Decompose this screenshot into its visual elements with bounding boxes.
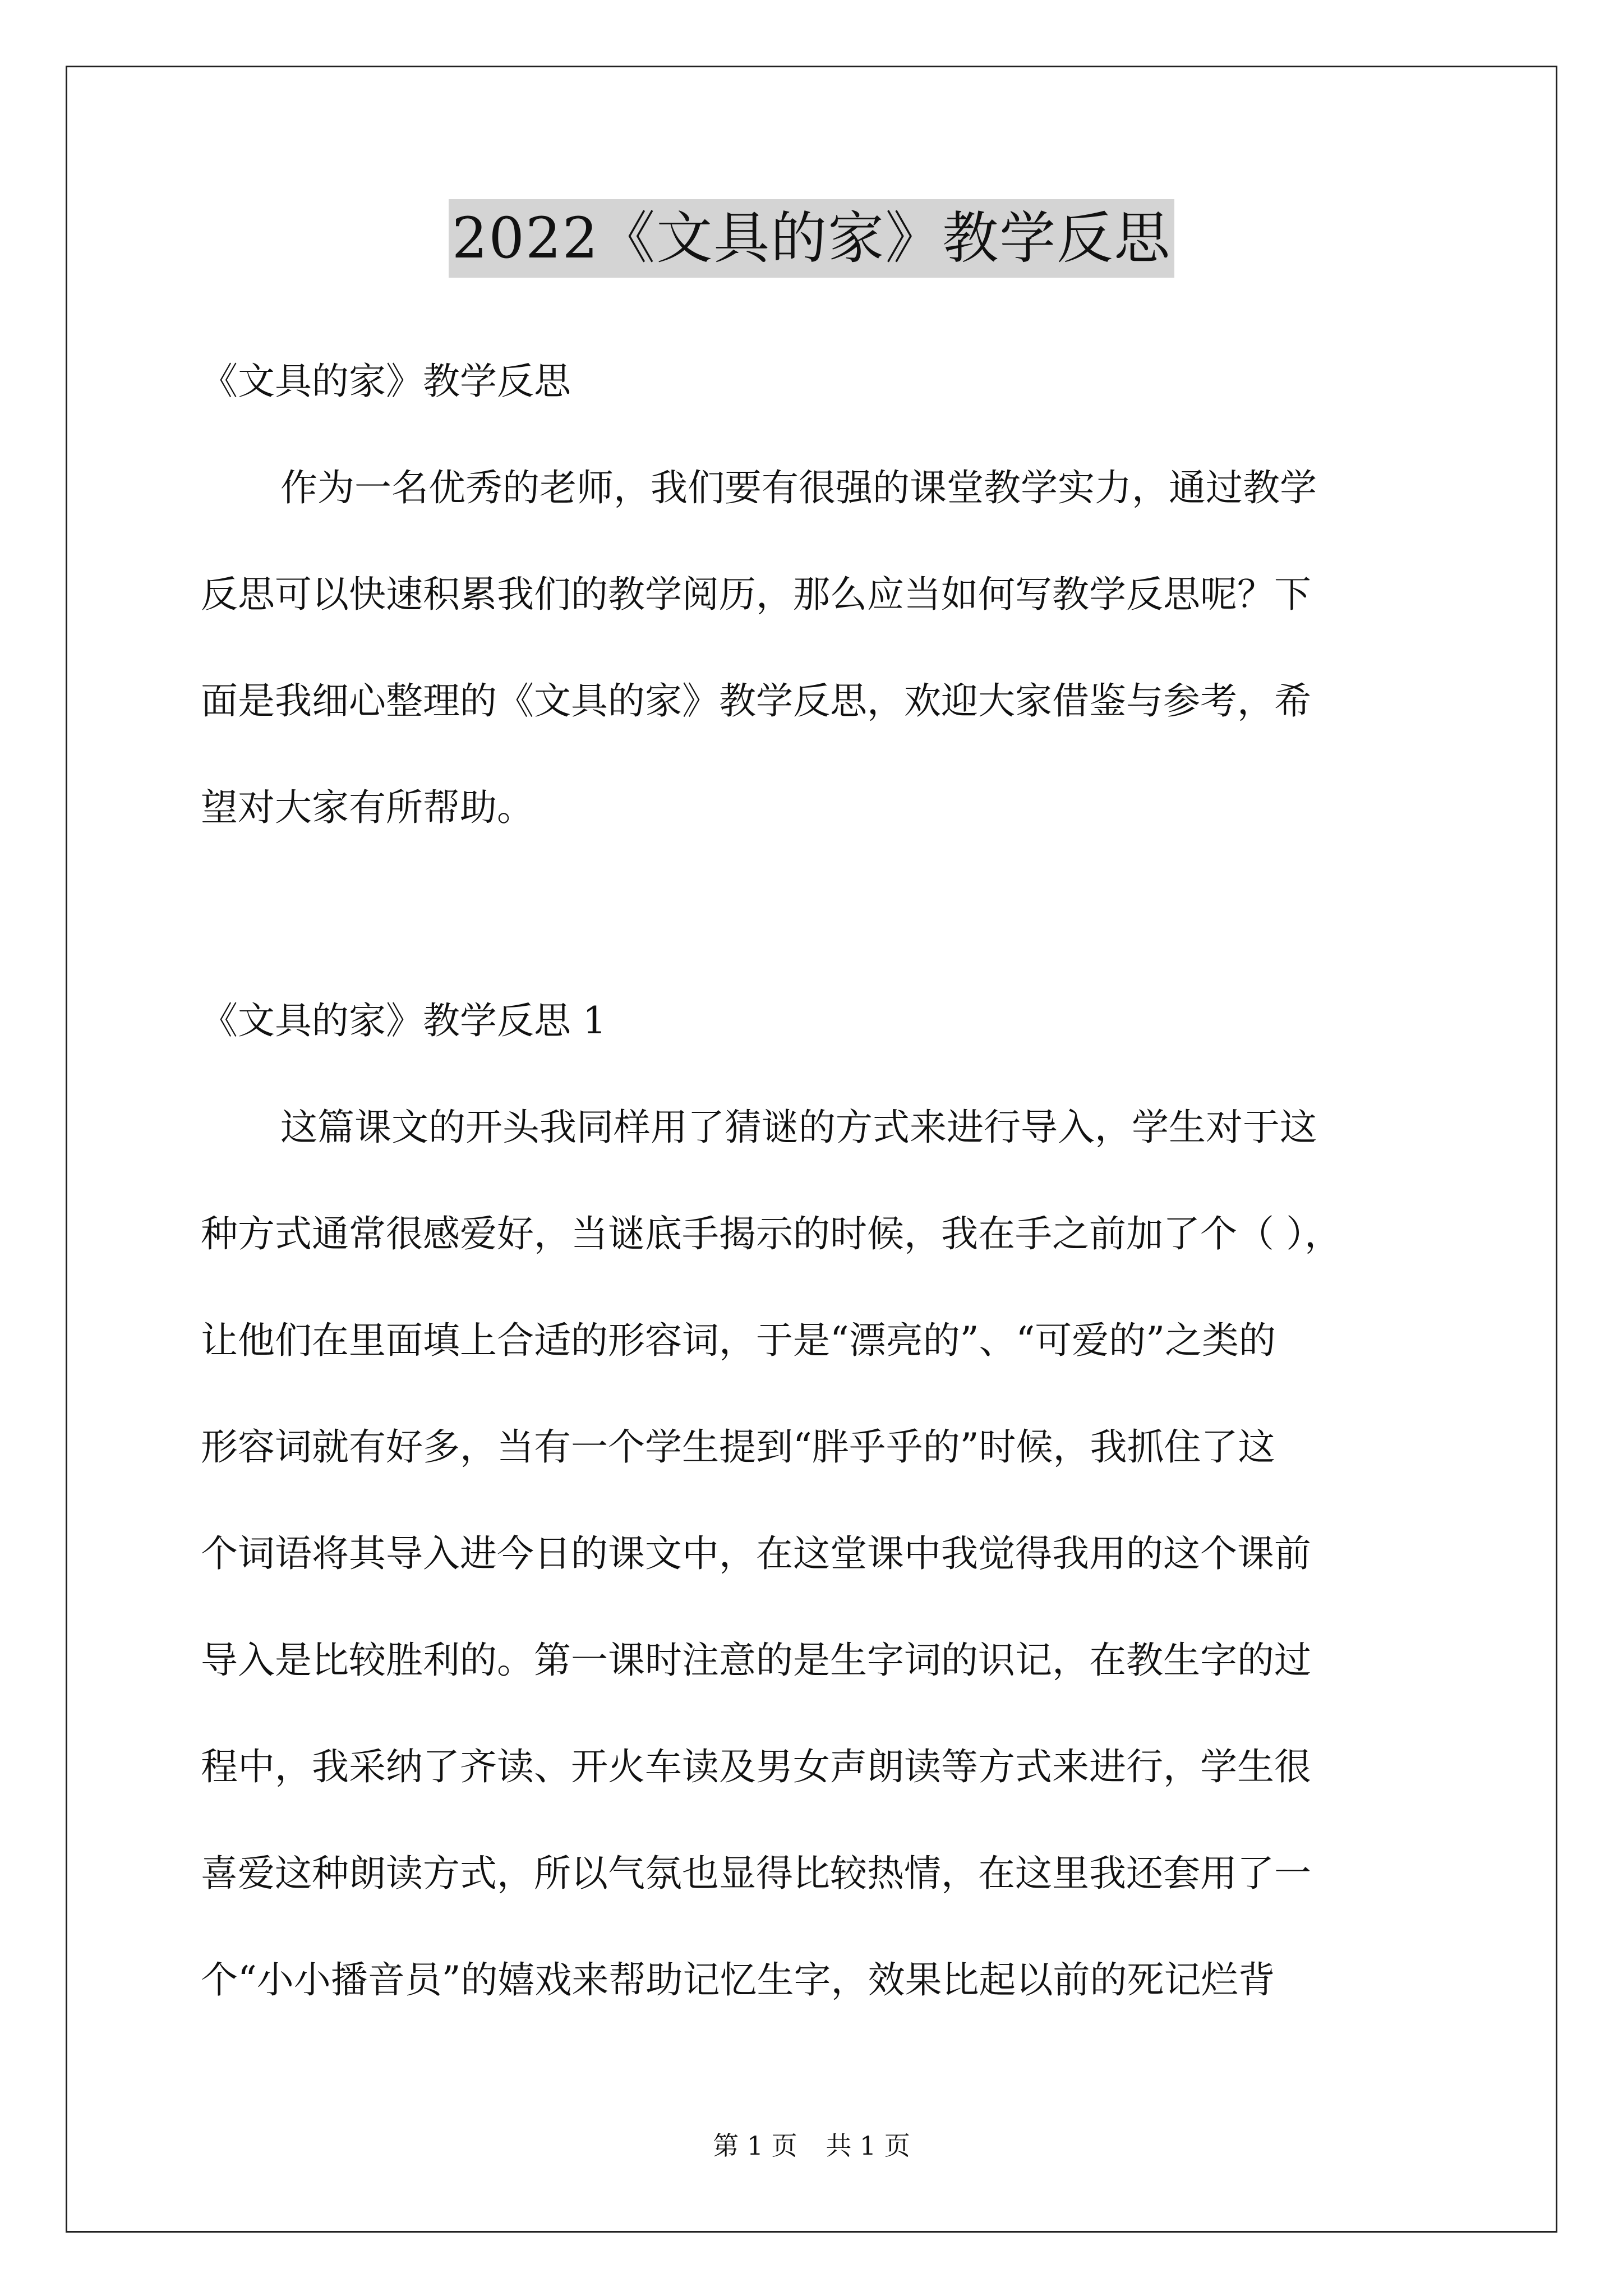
document-title: 2022《文具的家》教学反思: [449, 199, 1175, 278]
paragraph-line-text: 个“小小播音员”的嬉戏来帮助记忆生字，效果比起以前的死记烂背: [201, 1958, 1275, 2001]
paragraph-line-text: 种方式通常很感爱好，当谜底手揭示的时候，我在手之前加了个（ ），: [201, 1212, 1341, 1255]
paragraph-line-text: 程中，我采纳了齐读、开火车读及男女声朗读等方式来进行，学生很: [201, 1745, 1311, 1788]
paragraph-line-text: 喜爱这种朗读方式，所以气氛也显得比较热情，在这里我还套用了一: [201, 1852, 1311, 1895]
page-total: 共 1 页: [826, 2131, 910, 2161]
page-number: 第 1 页: [713, 2131, 797, 2161]
page-footer: [0, 2129, 1623, 2162]
intro-line-text: 作为一名优秀的老师，我们要有很强的课堂教学实力，通过教学: [280, 466, 1317, 509]
section-heading: 《文具的家》教学反思 1: [201, 999, 606, 1042]
paragraph-line-text: 个词语将其导入进今日的课文中，在这堂课中我觉得我用的这个课前: [201, 1532, 1311, 1575]
document-title-block: [0, 199, 1623, 280]
paragraph-line-text: 让他们在里面填上合适的形容词，于是“漂亮的”、“可爱的”之类的: [201, 1319, 1276, 1362]
intro-line-text: 反思可以快速积累我们的教学阅历，那么应当如何写教学反思呢？下: [201, 573, 1311, 616]
intro-line-text: 面是我细心整理的《文具的家》教学反思，欢迎大家借鉴与参考，希: [201, 679, 1311, 723]
paragraph-line-text: 这篇课文的开头我同样用了猜谜的方式来进行导入，学生对于这: [280, 1106, 1317, 1149]
paragraph-line-text: 导入是比较胜利的。第一课时注意的是生字词的识记，在教生字的过: [201, 1639, 1311, 1682]
document-subtitle: 《文具的家》教学反思: [201, 360, 571, 403]
intro-line-text: 望对大家有所帮助。: [201, 786, 534, 829]
paragraph-line-text: 形容词就有好多，当有一个学生提到“胖乎乎的”时候，我抓住了这: [201, 1425, 1275, 1469]
